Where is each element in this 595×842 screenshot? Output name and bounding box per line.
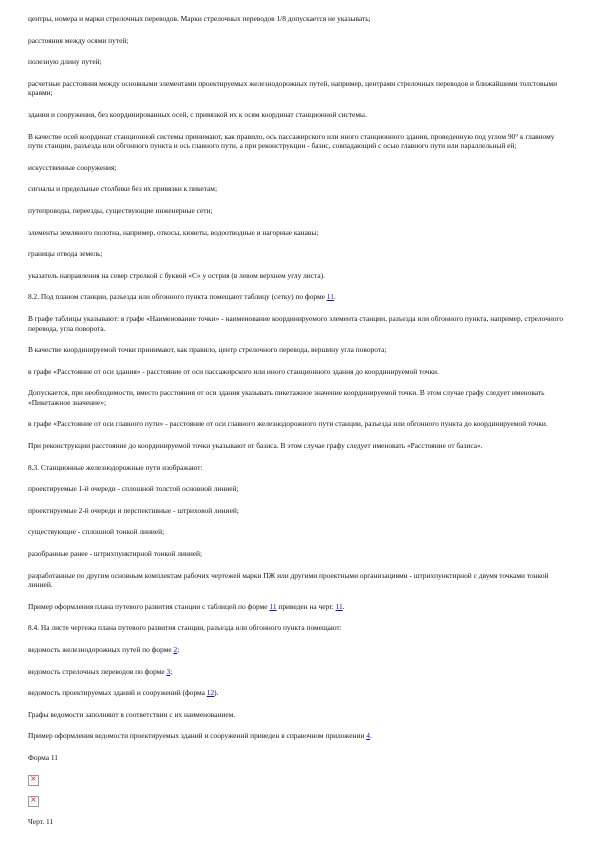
paragraph-text: в графе «Расстояние от оси здания» - расстояние от оси пассажирского или иного станционного здания до координируемой точки.	[28, 366, 439, 376]
paragraph-text: В графе таблицы указывают: в графе «Наименование точки» - наименование координируемого элемента станции, разъезда или обгонного пункта, например, стрелочного перевода, угла поворота.	[28, 313, 564, 333]
paragraph	[28, 206, 568, 216]
paragraph-text: центры, номера и марки стрелочных переводов. Марки стрелочных переводов 1/8 допускается не указывать;	[28, 14, 371, 23]
paragraph-text: искусственные сооружения;	[28, 162, 117, 172]
paragraph-text: Допускается, при необходимости, вместо расстояния от оси здания указывать пикетажное значение координируемой точки. В этом случае графу следует именовать «Пикетажное значение»;	[28, 388, 545, 407]
paragraph	[28, 249, 568, 259]
paragraph-text: .	[342, 601, 345, 611]
paragraph	[28, 527, 568, 537]
paragraph-text: При реконструкции расстояние до координируемой точки указывают от базиса. В этом случае графу следует именовать «Расстояние от базиса».	[28, 441, 483, 451]
paragraph-text: ведомость проектируемых зданий и сооружений (форма	[28, 688, 207, 698]
paragraph-text: разобранные ранее - штрихпунктирной тонкой линией;	[28, 549, 203, 559]
paragraph-text: указатель направления на север стрелкой с буквой «С» у острия (в левом верхнем углу листа).	[28, 270, 325, 280]
paragraph-text: Пример оформления плана путевого развития станции с таблицей по форме	[28, 601, 270, 611]
paragraph-text: проектируемые 2-й очереди и перспективные - штриховой линией;	[28, 505, 239, 515]
reference-link[interactable]: 4	[366, 731, 370, 741]
paragraph	[28, 314, 568, 333]
paragraph	[28, 184, 568, 194]
paragraph-text: .	[333, 292, 336, 302]
paragraph-text: проектируемые 1-й очереди - сплошной толстой основной линией;	[28, 484, 239, 494]
paragraph-text: сигналы и предельные столбики без их привязки к пикетам;	[28, 184, 218, 194]
paragraph-text: Форма 11	[28, 752, 58, 762]
paragraph-text: ;	[177, 645, 180, 654]
paragraph	[28, 163, 568, 173]
paragraph-text: элементы земляного полотна, например, откосы, кюветы, водоотводные и нагорные канавы;	[28, 227, 319, 237]
reference-link[interactable]: 3	[166, 666, 171, 676]
paragraph	[28, 132, 568, 151]
paragraph-text: разработанные по другим основным комплектам рабочих чертежей марки ПЖ или другими проектными организациями - штрихпунктирной с двумя точками тонкой линией.	[28, 570, 549, 590]
paragraph	[28, 753, 568, 763]
reference-link[interactable]: 11	[269, 601, 277, 611]
paragraph-text: ведомость железнодорожных путей по форме	[28, 645, 174, 654]
paragraph	[28, 79, 568, 98]
reference-link[interactable]: 12	[206, 688, 215, 698]
paragraph	[28, 602, 568, 612]
broken-image-icon	[28, 796, 39, 807]
paragraph-text: ).	[214, 688, 219, 698]
paragraph	[28, 484, 568, 494]
paragraph	[28, 710, 568, 720]
paragraph-text: 8.3. Станционные железнодорожные пути изображают:	[28, 462, 203, 472]
paragraph-text: путепроводы, переезды, существующие инженерные сети;	[28, 205, 213, 215]
paragraph-text: 8.4. На листе чертежа плана путевого развития станции, разъезда или обгонного пункта помещают:	[28, 623, 342, 633]
paragraph-text: расстояния между осями путей;	[28, 35, 129, 45]
paragraph-text: 8.2. Под планом станции, разъезда или обгонного пункта помещают таблицу (сетку) по форме	[28, 292, 327, 302]
paragraph	[28, 506, 568, 516]
paragraph	[28, 36, 568, 46]
paragraph	[28, 688, 568, 698]
figure-caption: Черт. 11	[28, 816, 54, 826]
broken-image-icon	[28, 775, 39, 786]
document-body	[28, 14, 568, 763]
document-page	[28, 14, 568, 838]
reference-link[interactable]: 11	[326, 292, 334, 302]
paragraph-text: .	[369, 731, 372, 741]
paragraph-text: В качестве координируемой точки принимают, как правило, центр стрелочного перевода, вершину угла поворота;	[28, 345, 387, 355]
paragraph-text: расчетные расстояния между основными элементами проектируемых железнодорожных путей, например, центрами стрелочных переводов и ближайшими толстовыми краями;	[28, 78, 558, 98]
paragraph	[28, 388, 568, 407]
paragraph	[28, 623, 568, 633]
paragraph	[28, 667, 568, 677]
paragraph	[28, 419, 568, 429]
paragraph-text: Графы ведомости заполняют в соответствии с их наименованием.	[28, 709, 236, 719]
paragraph	[28, 228, 568, 238]
paragraph-text: полезную длину путей;	[28, 57, 102, 67]
paragraph	[28, 14, 568, 24]
paragraph	[28, 271, 568, 281]
paragraph	[28, 367, 568, 377]
paragraph	[28, 571, 568, 590]
paragraph	[28, 731, 568, 741]
paragraph-text: здания и сооружения, без координированных осей, с привязкой их к осям координат станционной системы.	[28, 109, 367, 119]
paragraph	[28, 110, 568, 120]
paragraph-text: границы отвода земель;	[28, 249, 103, 259]
paragraph	[28, 292, 568, 302]
paragraph-text: В качестве осей координат станционной системы принимают, как правило, ось пассажирского или иного станционного здания, проведенную под углом 90° к главному пути станции, разъезда или обгонного пункта и ось главного пути, а при реконструкции - базис, совпадающий с осью главного пути или параллельный ей;	[28, 131, 555, 151]
paragraph-text: ;	[170, 666, 173, 676]
paragraph-text: приведен на черт.	[276, 601, 336, 611]
paragraph	[28, 645, 568, 655]
paragraph-text: ведомость стрелочных переводов по форме	[28, 666, 167, 676]
paragraph-text: существующие - сплошной тонкой линией;	[28, 527, 165, 537]
paragraph	[28, 441, 568, 451]
paragraph-text: в графе «Расстояние от оси главного пути» - расстояние от оси главного железнодорожного пути станции, разъезда или обгонного пункта до координируемой точки.	[28, 419, 548, 429]
paragraph	[28, 345, 568, 355]
paragraph	[28, 57, 568, 67]
reference-link[interactable]: 11	[335, 601, 343, 611]
paragraph-text: Пример оформления ведомости проектируемых зданий и сооружений приведен в справочном приложении	[28, 731, 367, 741]
paragraph	[28, 463, 568, 473]
reference-link[interactable]: 2	[173, 645, 178, 654]
paragraph	[28, 549, 568, 559]
